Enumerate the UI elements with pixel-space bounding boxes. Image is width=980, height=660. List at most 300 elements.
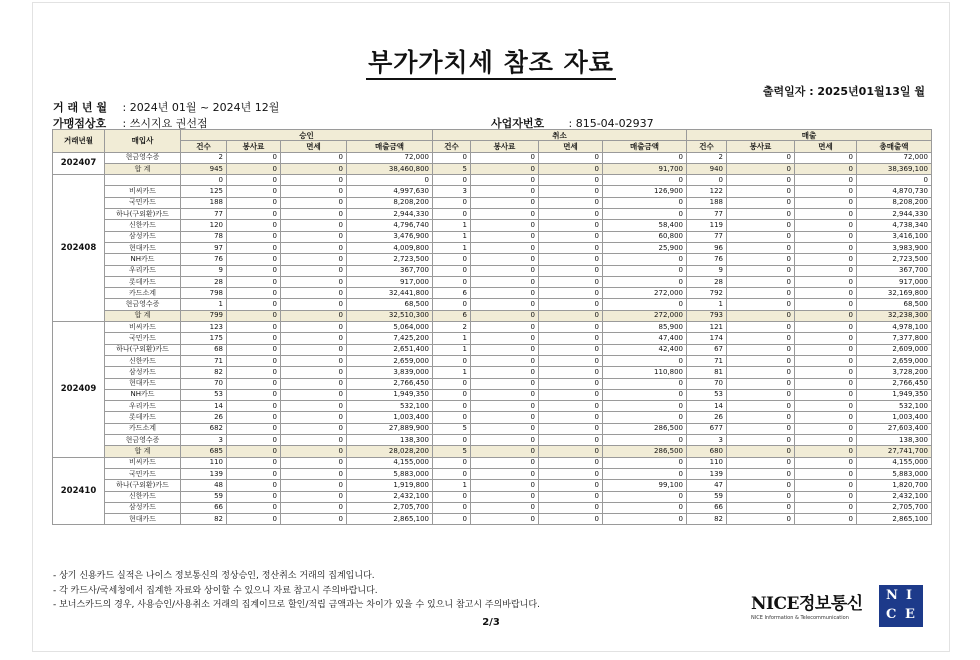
value-cell: 792 [687,288,727,299]
value-cell: 5 [433,446,471,457]
table-row [53,468,932,479]
value-cell: 0 [727,446,795,457]
value-cell: 0 [795,231,857,242]
value-cell: 76 [181,254,227,265]
value-cell: 0 [433,299,471,310]
bizno-label: 사업자번호 [491,117,545,130]
table-row [53,175,932,186]
value-cell: 4,870,730 [857,186,932,197]
value-cell: 97 [181,242,227,253]
value-cell: 0 [227,401,281,412]
value-cell: 0 [795,299,857,310]
value-cell: 2,705,700 [857,502,932,513]
value-cell: 68 [181,344,227,355]
value-cell: 82 [687,514,727,525]
value-cell: 685 [181,446,227,457]
value-cell: 0 [795,514,857,525]
value-cell: 940 [687,163,727,174]
value-cell: 0 [795,186,857,197]
value-cell: 677 [687,423,727,434]
value-cell: 2,766,450 [857,378,932,389]
value-cell: 3,476,900 [347,231,433,242]
value-cell: 0 [539,435,603,446]
header-col: 면세 [795,141,857,152]
month-cell: 202410 [53,457,105,525]
issuer-cell: 비씨카드 [105,457,181,468]
value-cell: 0 [227,231,281,242]
value-cell: 1,820,700 [857,480,932,491]
table-row [53,502,932,513]
value-cell: 0 [727,220,795,231]
table-row [53,209,932,220]
table-row [53,367,932,378]
value-cell: 0 [727,152,795,163]
value-cell: 28 [181,276,227,287]
value-cell: 126,900 [603,186,687,197]
value-cell: 2,944,330 [347,209,433,220]
value-cell: 0 [539,446,603,457]
issuer-cell: 현대카드 [105,514,181,525]
logo-letter: I [906,588,913,603]
value-cell: 0 [603,254,687,265]
value-cell: 0 [281,344,347,355]
value-cell: 68,500 [347,299,433,310]
value-cell: 82 [181,514,227,525]
value-cell: 1 [433,220,471,231]
value-cell: 0 [281,265,347,276]
value-cell: 0 [539,344,603,355]
value-cell: 0 [281,197,347,208]
value-cell: 0 [281,514,347,525]
value-cell: 0 [227,355,281,366]
value-cell: 0 [795,491,857,502]
value-cell: 8,208,200 [347,197,433,208]
logo-letter: N [886,588,898,603]
value-cell: 82 [181,367,227,378]
value-cell: 0 [795,446,857,457]
value-cell: 110 [181,457,227,468]
value-cell: 139 [181,468,227,479]
value-cell: 0 [539,209,603,220]
issuer-cell: 카드소계 [105,423,181,434]
issuer-cell: 롯데카드 [105,412,181,423]
footnote: - 각 카드사/국세청에서 집계한 자료와 상이할 수 있으니 자료 참고시 주의바랍니다. [53,585,378,596]
value-cell: 8,208,200 [857,197,932,208]
issuer-cell: 신한카드 [105,355,181,366]
value-cell: 32,238,300 [857,310,932,321]
value-cell: 0 [433,491,471,502]
value-cell: 0 [471,423,539,434]
header-cancel: 취소 [433,130,687,141]
value-cell: 0 [227,288,281,299]
value-cell: 0 [471,288,539,299]
value-cell: 4,155,000 [347,457,433,468]
value-cell: 0 [727,231,795,242]
value-cell: 0 [795,378,857,389]
value-cell: 0 [795,288,857,299]
value-cell: 3 [181,435,227,446]
value-cell: 0 [227,322,281,333]
value-cell: 4,155,000 [857,457,932,468]
value-cell: 1,003,400 [347,412,433,423]
value-cell: 0 [471,310,539,321]
value-cell: 0 [227,333,281,344]
value-cell: 0 [539,265,603,276]
value-cell: 367,700 [857,265,932,276]
value-cell: 0 [727,367,795,378]
value-cell: 0 [603,378,687,389]
value-cell: 3 [687,435,727,446]
value-cell: 0 [795,152,857,163]
value-cell: 0 [281,423,347,434]
value-cell: 14 [181,401,227,412]
value-cell: 0 [227,378,281,389]
issuer-cell: 합 계 [105,446,181,457]
value-cell: 78 [181,231,227,242]
value-cell: 4,738,340 [857,220,932,231]
value-cell: 0 [227,310,281,321]
value-cell: 7,377,800 [857,333,932,344]
value-cell: 945 [181,163,227,174]
value-cell: 0 [603,412,687,423]
value-cell: 0 [727,480,795,491]
value-cell: 0 [539,197,603,208]
value-cell: 0 [727,276,795,287]
value-cell: 0 [227,491,281,502]
value-cell: 0 [795,344,857,355]
value-cell: 0 [433,468,471,479]
value-cell: 0 [471,468,539,479]
value-cell: 0 [471,322,539,333]
header-month: 거래년월 [53,130,105,153]
header-col: 건수 [181,141,227,152]
value-cell: 0 [539,322,603,333]
value-cell: 0 [471,197,539,208]
table-row [53,288,932,299]
value-cell: 0 [281,378,347,389]
value-cell: 0 [281,367,347,378]
value-cell: 138,300 [857,435,932,446]
issuer-cell: NH카드 [105,389,181,400]
value-cell: 0 [727,435,795,446]
value-cell: 0 [227,344,281,355]
value-cell: 0 [539,389,603,400]
value-cell: 76 [687,254,727,265]
value-cell: 0 [433,401,471,412]
value-cell: 0 [281,186,347,197]
issuer-cell: NH카드 [105,254,181,265]
value-cell: 0 [539,480,603,491]
value-cell: 175 [181,333,227,344]
value-cell: 5,883,000 [347,468,433,479]
value-cell: 0 [727,457,795,468]
value-cell: 27,603,400 [857,423,932,434]
period-row [53,99,279,115]
value-cell: 0 [539,355,603,366]
value-cell: 0 [603,265,687,276]
print-date: 출력일자 : 2025년01월13일 월 [762,85,925,98]
value-cell: 0 [227,423,281,434]
value-cell: 0 [795,276,857,287]
table-row [53,220,932,231]
value-cell: 59 [181,491,227,502]
issuer-cell: 우리카드 [105,265,181,276]
value-cell: 6 [433,310,471,321]
table-row [53,276,932,287]
value-cell: 188 [181,197,227,208]
value-cell: 5 [433,423,471,434]
value-cell: 0 [281,333,347,344]
value-cell: 0 [539,502,603,513]
value-cell: 0 [727,412,795,423]
value-cell: 58,400 [603,220,687,231]
value-cell: 0 [539,457,603,468]
value-cell: 0 [727,163,795,174]
issuer-cell: 삼성카드 [105,231,181,242]
table-row [53,491,932,502]
value-cell: 2 [433,322,471,333]
value-cell: 0 [471,480,539,491]
value-cell: 0 [795,333,857,344]
value-cell: 0 [471,333,539,344]
table-row [53,446,932,457]
value-cell: 0 [727,355,795,366]
table-row [53,344,932,355]
issuer-cell: 현금영수증 [105,299,181,310]
value-cell: 0 [471,412,539,423]
value-cell: 0 [471,220,539,231]
month-cell: 202409 [53,322,105,458]
value-cell: 0 [795,389,857,400]
value-cell: 0 [539,378,603,389]
value-cell: 71 [687,355,727,366]
value-cell: 0 [281,446,347,457]
table-row [53,242,932,253]
value-cell: 0 [227,242,281,253]
value-cell: 532,100 [857,401,932,412]
value-cell: 0 [227,175,281,186]
value-cell: 0 [795,175,857,186]
value-cell: 0 [227,163,281,174]
value-cell: 0 [471,355,539,366]
vat-reference-table [52,129,932,525]
issuer-cell [105,175,181,186]
issuer-cell: 신한카드 [105,220,181,231]
header-col: 건수 [433,141,471,152]
value-cell: 38,369,100 [857,163,932,174]
value-cell: 0 [471,265,539,276]
value-cell: 0 [433,457,471,468]
value-cell: 72,000 [347,152,433,163]
issuer-cell: 비씨카드 [105,186,181,197]
value-cell: 0 [227,220,281,231]
value-cell: 2,723,500 [857,254,932,265]
value-cell: 0 [795,322,857,333]
value-cell: 680 [687,446,727,457]
value-cell: 3,839,000 [347,367,433,378]
header-col: 매출금액 [347,141,433,152]
value-cell: 1,919,800 [347,480,433,491]
table-body [53,152,932,525]
header-col: 봉사료 [727,141,795,152]
value-cell: 0 [227,265,281,276]
value-cell: 110,800 [603,367,687,378]
value-cell: 2,659,000 [857,355,932,366]
value-cell: 0 [795,435,857,446]
value-cell: 3,728,200 [857,367,932,378]
value-cell: 4,009,800 [347,242,433,253]
value-cell: 0 [227,389,281,400]
value-cell: 0 [539,310,603,321]
value-cell: 0 [227,457,281,468]
value-cell: 0 [539,514,603,525]
value-cell: 799 [181,310,227,321]
value-cell: 532,100 [347,401,433,412]
value-cell: 0 [433,175,471,186]
value-cell: 27,889,900 [347,423,433,434]
value-cell: 26 [687,412,727,423]
value-cell: 0 [539,423,603,434]
value-cell: 1 [433,333,471,344]
value-cell: 0 [471,491,539,502]
value-cell: 0 [471,378,539,389]
logo-letter: E [905,607,915,622]
value-cell: 2,609,000 [857,344,932,355]
value-cell: 139 [687,468,727,479]
value-cell: 682 [181,423,227,434]
value-cell: 0 [227,480,281,491]
value-cell: 14 [687,401,727,412]
value-cell: 1 [433,480,471,491]
value-cell: 0 [603,401,687,412]
logo-subtitle: NICE Information & Telecommunication [751,615,849,621]
value-cell: 0 [227,186,281,197]
value-cell: 0 [795,310,857,321]
table-row [53,231,932,242]
value-cell: 4,978,100 [857,322,932,333]
header-col: 면세 [281,141,347,152]
value-cell: 2,865,100 [857,514,932,525]
value-cell: 1 [181,299,227,310]
value-cell: 1 [433,344,471,355]
logo-name: NICE정보통신 [751,594,863,614]
merchant-value: : 쓰시지요 권선점 [122,117,208,130]
value-cell: 9 [687,265,727,276]
value-cell: 0 [857,175,932,186]
value-cell: 123 [181,322,227,333]
value-cell: 53 [687,389,727,400]
report-title-text: 부가가치세 참조 자료 [366,48,616,80]
value-cell: 0 [281,389,347,400]
value-cell: 3 [433,186,471,197]
month-cell: 202408 [53,175,105,322]
value-cell: 5 [433,163,471,174]
value-cell: 0 [433,254,471,265]
value-cell: 0 [227,446,281,457]
value-cell: 0 [471,401,539,412]
value-cell: 28 [687,276,727,287]
value-cell: 798 [181,288,227,299]
issuer-cell: 삼성카드 [105,502,181,513]
value-cell: 0 [433,152,471,163]
value-cell: 59 [687,491,727,502]
value-cell: 0 [471,446,539,457]
value-cell: 0 [727,175,795,186]
value-cell: 0 [471,276,539,287]
value-cell: 0 [539,242,603,253]
header-sales: 매출 [687,130,932,141]
value-cell: 66 [687,502,727,513]
value-cell: 0 [433,412,471,423]
value-cell: 0 [795,412,857,423]
value-cell: 6 [433,288,471,299]
value-cell: 0 [727,322,795,333]
value-cell: 0 [227,514,281,525]
value-cell: 2,865,100 [347,514,433,525]
value-cell: 0 [539,412,603,423]
table-row [53,514,932,525]
issuer-cell: 국민카드 [105,333,181,344]
issuer-cell: 하나(구외환)카드 [105,209,181,220]
value-cell: 0 [281,491,347,502]
value-cell: 0 [539,163,603,174]
value-cell: 0 [539,186,603,197]
value-cell: 0 [727,209,795,220]
issuer-cell: 현금영수증 [105,152,181,163]
report-page [32,2,950,652]
table-row [53,152,932,163]
value-cell: 53 [181,389,227,400]
value-cell: 0 [539,175,603,186]
issuer-cell: 하나(구외환)카드 [105,480,181,491]
table-row [53,333,932,344]
value-cell: 0 [727,242,795,253]
header-col: 건수 [687,141,727,152]
header-col: 봉사료 [471,141,539,152]
value-cell: 0 [281,401,347,412]
header-col: 면세 [539,141,603,152]
value-cell: 0 [471,163,539,174]
value-cell: 0 [281,480,347,491]
value-cell: 0 [539,401,603,412]
value-cell: 0 [603,175,687,186]
value-cell: 119 [687,220,727,231]
value-cell: 0 [727,288,795,299]
value-cell: 0 [795,367,857,378]
issuer-cell: 카드소계 [105,288,181,299]
value-cell: 0 [795,220,857,231]
table-row [53,163,932,174]
value-cell: 2,944,330 [857,209,932,220]
value-cell: 0 [539,288,603,299]
value-cell: 0 [227,367,281,378]
footnote: - 상기 신용카드 실적은 나이스 정보통신의 정상승인, 정산취소 거래의 집계입니다. [53,571,375,581]
value-cell: 68,500 [857,299,932,310]
value-cell: 0 [471,209,539,220]
value-cell: 0 [227,468,281,479]
header-col: 총매출액 [857,141,932,152]
table-row [53,186,932,197]
value-cell: 1 [433,231,471,242]
table-row [53,378,932,389]
footnote: - 보너스카드의 경우, 사용승인/사용취소 거래의 집계이므로 할인/적립 금액과는 차이가 있을 수 있으니 참고시 주의바랍니다. [53,600,540,610]
value-cell: 42,400 [603,344,687,355]
value-cell: 0 [181,175,227,186]
value-cell: 81 [687,367,727,378]
value-cell: 71 [181,355,227,366]
value-cell: 0 [539,254,603,265]
issuer-cell: 현대카드 [105,378,181,389]
